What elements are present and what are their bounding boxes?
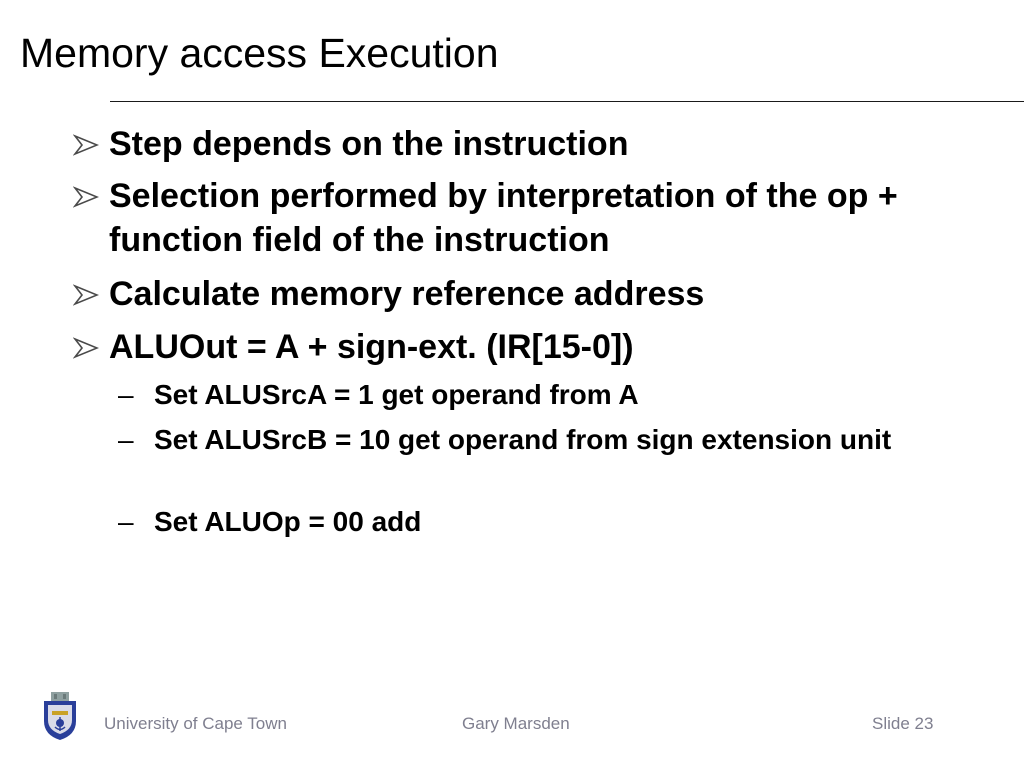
title-divider bbox=[110, 101, 1024, 102]
bullet-text: Calculate memory reference address bbox=[109, 275, 705, 313]
bullet-text: Step depends on the instruction bbox=[109, 125, 629, 163]
bullet-item bbox=[73, 272, 973, 316]
university-crest-icon bbox=[42, 691, 78, 741]
footer-university: University of Cape Town bbox=[104, 714, 287, 733]
arrow-bullet-icon bbox=[73, 186, 99, 208]
arrow-bullet-icon bbox=[73, 284, 99, 306]
arrow-bullet-icon bbox=[73, 337, 99, 359]
sub-bullet-text: Set ALUOp = 00 add bbox=[154, 506, 422, 537]
sub-bullet-item bbox=[118, 421, 998, 458]
bullet-item bbox=[73, 174, 973, 262]
dash-marker: – bbox=[118, 379, 134, 410]
bullet-text: ALUOut = A + sign-ext. (IR[15-0]) bbox=[109, 328, 634, 366]
bullet-item bbox=[73, 325, 973, 369]
slide-title: Memory access Execution bbox=[20, 30, 499, 76]
sub-bullet-text: Set ALUSrcA = 1 get operand from A bbox=[154, 379, 639, 410]
bullet-item bbox=[73, 122, 973, 166]
dash-marker: – bbox=[118, 506, 134, 537]
dash-marker: – bbox=[118, 424, 134, 455]
sub-bullet-item bbox=[118, 503, 998, 540]
sub-bullet-text: Set ALUSrcB = 10 get operand from sign extension unit bbox=[154, 424, 892, 455]
bullet-text: Selection performed by interpretation of the op + function field of the instruction bbox=[109, 177, 898, 259]
footer-author: Gary Marsden bbox=[462, 714, 570, 733]
sub-bullet-item bbox=[118, 376, 998, 413]
footer-slide-number: Slide 23 bbox=[872, 714, 934, 733]
slide-footer bbox=[0, 688, 1024, 748]
arrow-bullet-icon bbox=[73, 134, 99, 156]
